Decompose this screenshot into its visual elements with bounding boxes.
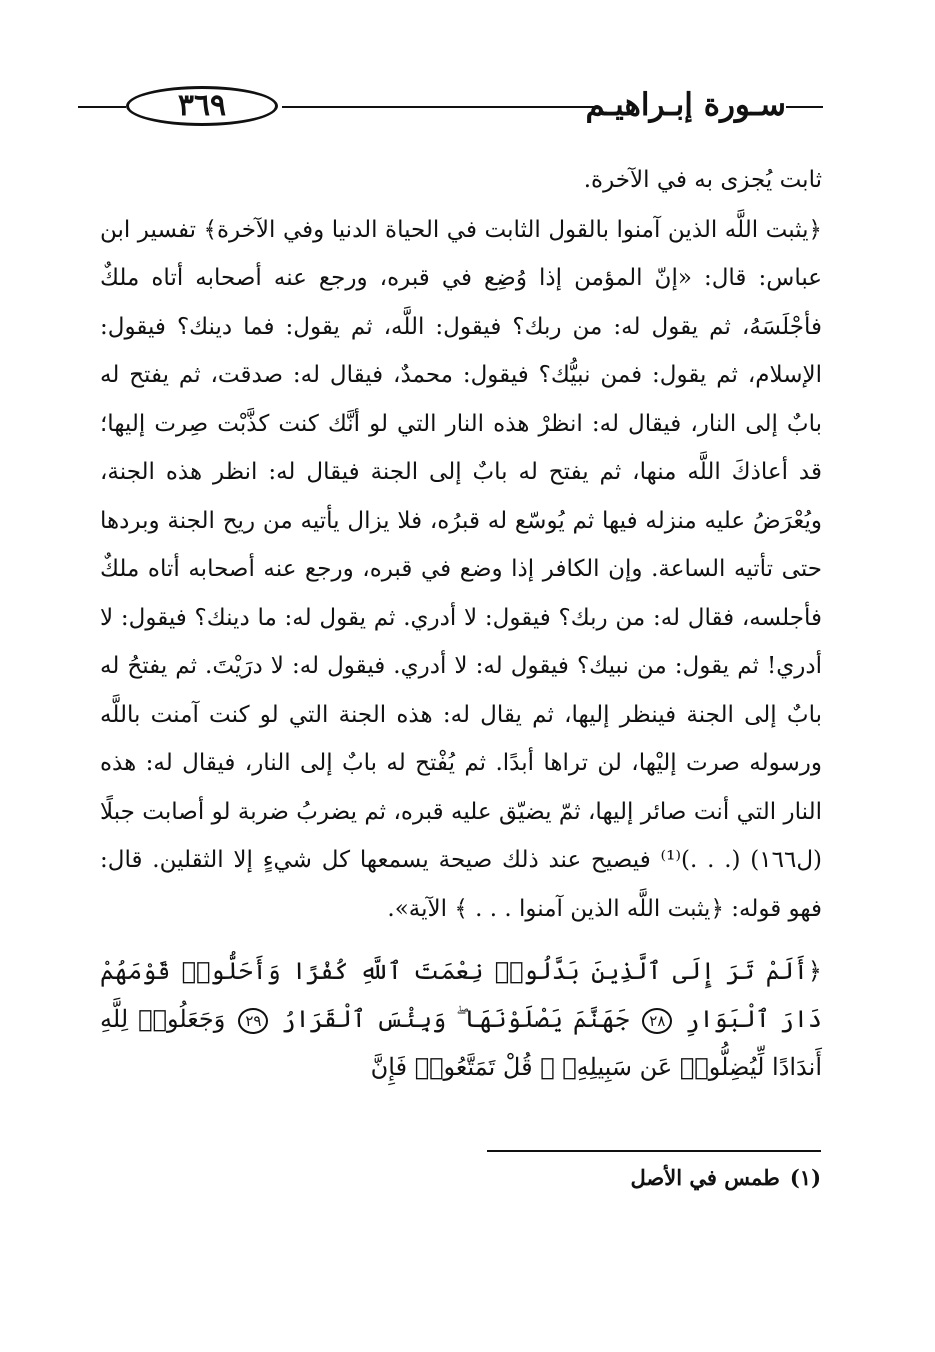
footnote-separator (487, 1150, 821, 1152)
page-header (78, 82, 823, 132)
ayah-number-marker: ٢٨ (642, 1008, 672, 1034)
verse-text-part-2: جَهَنَّمَ يَصْلَوْنَهَا ۖ وَبِئْسَ ٱلْقَرَارُ (281, 1005, 630, 1033)
header-rule-left (78, 106, 126, 108)
header-rule-middle (282, 106, 600, 108)
surah-title: سـورة إبـراهيـم (585, 87, 786, 123)
body-text (100, 156, 822, 1091)
footnote (487, 1160, 821, 1196)
hadith-paragraph: ﴿يثبت اللَّه الذين آمنوا بالقول الثابت في الحياة الدنيا وفي الآخرة﴾ تفسير ابن عباس: قال: «إنّ المؤمن إذا وُضِع في قبره، ورجع عنه أصحابه أتاه ملكٌ فأجْلَسَهُ، ثم يقول له: من ربك؟ فيقول: اللَّه، ثم يقول: فما دينك؟ فيقول: الإسلام، ثم يقول: فمن نبيُّك؟ فيقول: محمدٌ، فيقال له: صدقت، ثم يفتح له بابٌ إلى النار، فيقال له: انظرْ هذه النار التي لو أنَّك كنت كذَّبْت صِرت إليها؛ قد أعاذكَ اللَّه منها، ثم يفتح له بابٌ إلى الجنة فيقال له: انظر هذه الجنة، ويُعْرَضُ عليه منزله فيها ثم يُوسّع له قبرُه، فلا يزال يأتيه من ريح الجنة وبردها حتى تأتيه الساعة. وإن الكافر إذا وضع في قبره، ورجع عنه أصحابه أتاه ملكٌ فأجلسه، فقال له: من ربك؟ فيقول: لا أدري. ثم يقول له: ما دينك؟ فيقول: لا أدري! ثم يقول: من نبيك؟ فيقول له: لا أدري. فيقول له: لا درَيْتَ. ثم يفتحُ له بابٌ إلى الجنة فينظر إليها، ثم يقال له: هذه الجنة التي لو كنت آمنت باللَّه ورسوله صرت إليْها، لن تراها أبدًا. ثم يُفْتح له بابٌ إلى النار، فيقال له: هذه النار التي أنت صائر إليها، ثمّ يضيّق عليه قبره، ثم يضربُ ضربة لو أصابت جبلًا (ل١٦٦) (. . .)⁽¹⁾ فيصيح عند ذلك صيحة يسمعها كل شيءٍ إلا الثقلين. قال: فهو قوله: ﴿يثبت اللَّه الذين آمنوا . . . ﴾ الآية». (100, 216, 823, 922)
intro-line: ثابت يُجزى به في الآخرة. (583, 167, 822, 193)
quran-verse-paragraph (100, 947, 822, 1091)
verse-text-part-3: وَجَعَلُوا۟ لِلَّهِ أَندَادًا لِّيُضِلُّوا۟ عَن سَبِيلِهِۦ ۗ قُلْ تَمَتَّعُوا۟ فَإِنَّ (100, 1005, 822, 1081)
verse-text-part-1: ﴿أَلَمْ تَرَ إِلَى ٱلَّذِينَ بَدَّلُوا۟ نِعْمَتَ ٱللَّهِ كُفْرًا وَأَحَلُّوا۟ قَوْمَهُمْ دَارَ ٱلْبَوَارِ (100, 957, 822, 1033)
ayah-number-marker: ٢٩ (238, 1008, 268, 1034)
footnote-text: طمس في الأصل (630, 1165, 780, 1190)
page-number: ٣٦٩ (126, 86, 278, 126)
footnote-number: (١) (789, 1165, 821, 1190)
header-rule-right (786, 106, 823, 108)
